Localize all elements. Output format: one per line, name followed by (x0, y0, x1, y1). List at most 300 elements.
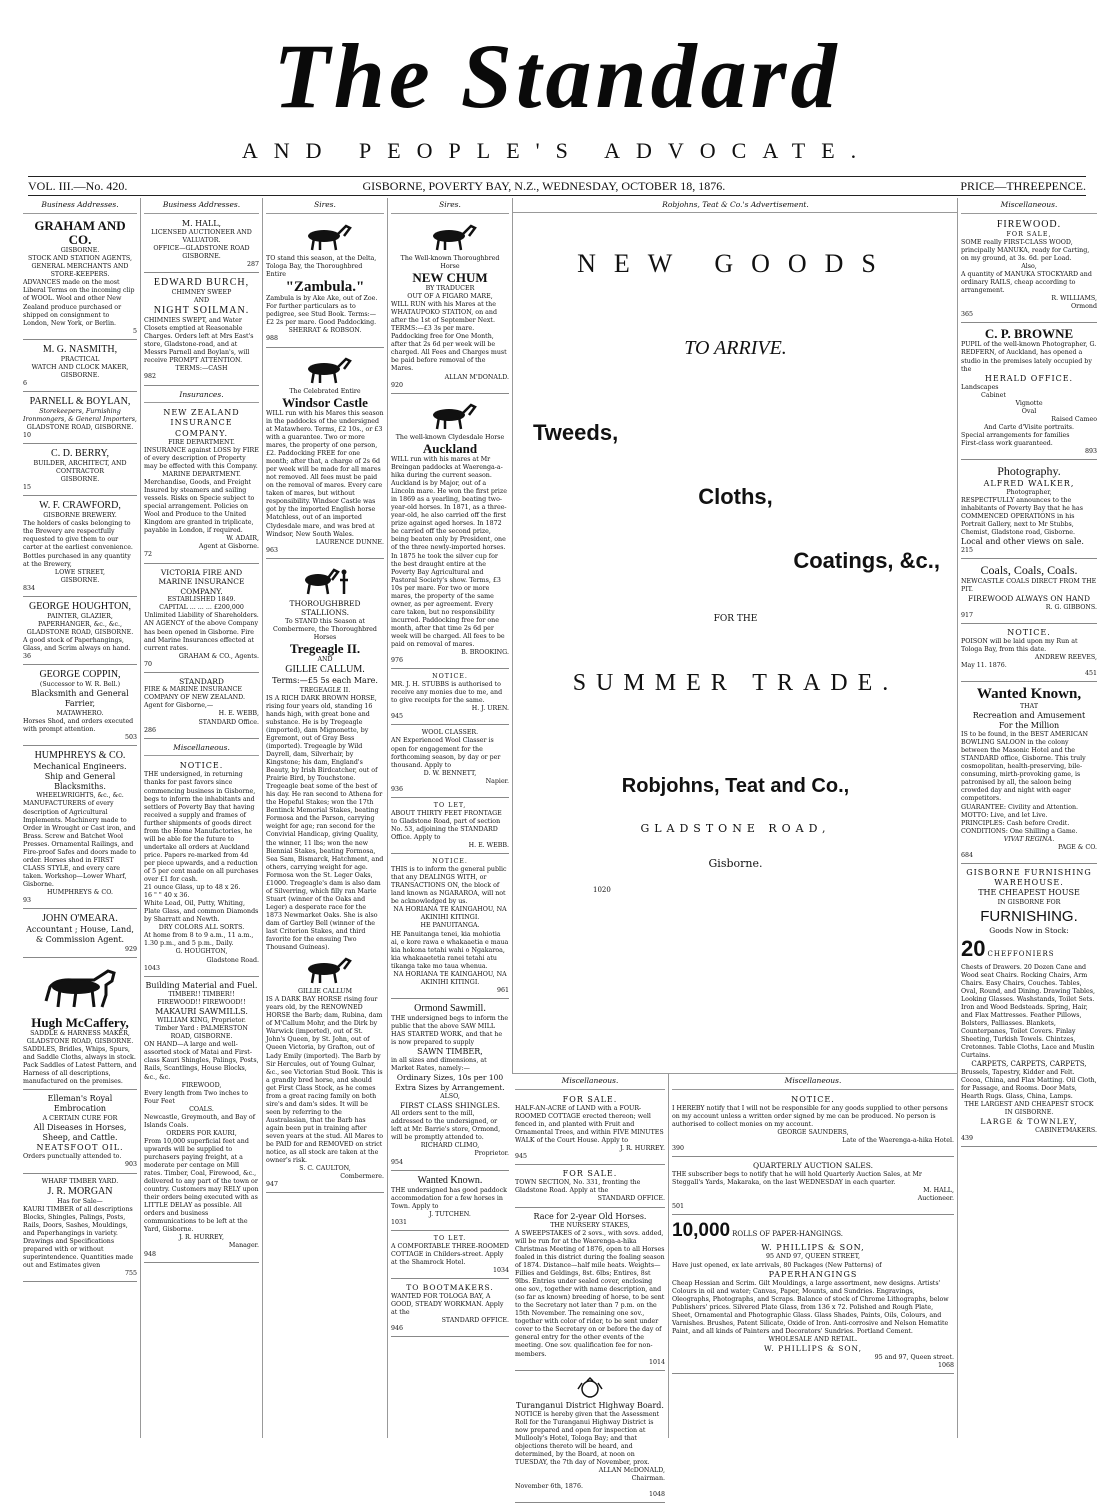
ad-line: OUT OF A FIGARO MARE, (407, 293, 493, 301)
ad-number: 684 (961, 851, 974, 859)
ad-ormond-sawmill (391, 1001, 509, 1171)
ad-big-number: 20 (961, 936, 986, 962)
ad-title: Elleman's Royal Embrocation (47, 1094, 113, 1114)
ad-line: A CERTAIN CURE FOR (42, 1114, 118, 1122)
ad-body: MR. J. H. STUBBS is authorised to receive any monies due to me, and to give receipts for the same. (391, 681, 503, 705)
ad-line: ESTABLISHED 1849. (167, 596, 236, 604)
ad-gibbons-coals (961, 561, 1097, 623)
ad-body: Merchandise, Goods, and Freight Insured by steamers and sailing vessels. Risks on Specie subject to special arrangement. Policies on Wool and Produce to the United Kingdom are granted in triplicate, payable in London, if required. (144, 479, 255, 535)
ad-title: FOR SALE. (562, 1169, 618, 1179)
ad-tweeds: Tweeds, (533, 420, 619, 445)
columns (20, 198, 1100, 1499)
ad-title: Building Material and Fuel. (145, 980, 258, 990)
ad-to-let-frontage (391, 800, 509, 854)
ad-body: All orders sent to the mill, addressed to the undersigned, or left at Mr. Barrie's store, Ormond, will be promptly attended to. (391, 1110, 501, 1142)
ad-body: A quantity of MANUKA STOCKYARD and ordinary RAILS, cheap according to arrangement. (961, 270, 1092, 294)
ad-signature: W. ADAIR, (226, 535, 259, 543)
ad-signature: HUMPHREYS & CO. (46, 888, 113, 896)
ad-signature: GRAHAM & CO., Agents. (178, 652, 259, 660)
ad-signature: J. R. HURREY. (619, 1145, 665, 1153)
ad-line: NEATSFOOT OIL. (36, 1143, 124, 1153)
ad-line: THE NURSERY STAKES, (550, 1221, 630, 1229)
ad-line: The Celebrated Entire (289, 387, 361, 395)
ad-line: FIREWOOD!! FIREWOOD!! (157, 998, 246, 1006)
ad-number: 72 (144, 551, 153, 559)
ad-wanted-known-paddock (391, 1173, 509, 1231)
ad-title: Wanted Known. (417, 1174, 483, 1186)
ad-line: May 11. 1876. (961, 661, 1007, 669)
ad-line: WATCH AND CLOCK MAKER, (31, 363, 129, 371)
ad-title: TO LET, (433, 801, 467, 809)
column-heading: Sires. (266, 198, 384, 214)
ad-line: GILLIE CALLUM (297, 988, 353, 996)
ad-body: POISON will be laid upon my Run at Tologa Bay, from this date. (961, 637, 1078, 653)
section-heading: Insurances. (144, 388, 259, 404)
ad-number: 1068 (937, 1361, 954, 1369)
ad-line: November 6th, 1876. (515, 1483, 583, 1491)
ad-line: FIRE DEPARTMENT. (168, 438, 235, 446)
ad-line: Goods Now in Stock: (989, 925, 1069, 935)
ad-signature: STANDARD Office. (198, 718, 259, 726)
ad-line: WILLIAM KING, Proprietor. (157, 1017, 246, 1025)
ad-bootmakers (391, 1281, 509, 1337)
ad-title: C. P. BROWNE (984, 326, 1074, 342)
ad-line: AND (193, 297, 210, 305)
ad-number: 1014 (648, 1358, 665, 1366)
ad-line: LICENSED AUCTIONEER AND VALUATOR. (151, 228, 252, 244)
ad-body: Zambula is by Ake Ake, out of Zoe. For further particulars as to pedigree, see Stud Book. Terms:—£2 2s per mare. Good Paddocking. (266, 295, 378, 327)
ad-new-chum (391, 217, 509, 394)
ad-line: MARINE DEPARTMENT. (162, 471, 241, 479)
ad-title: NOTICE. (179, 761, 224, 771)
ad-line: HERALD OFFICE. (984, 373, 1074, 383)
column-heading: Business Addresses. (144, 198, 259, 214)
ad-title: W. F. CRAWFORD, (39, 500, 121, 512)
ad-line: ORDERS FOR KAURI, (166, 1129, 237, 1137)
column-heading: Miscellaneous. (672, 1074, 954, 1090)
ad-signature: Napier. (485, 777, 509, 785)
ad-burch (144, 275, 259, 385)
ad-line: ALFRED WALKER, (983, 478, 1075, 488)
ad-line: GISBORNE. (60, 247, 100, 255)
ad-title: TO BOOTMAKERS. (406, 1283, 494, 1293)
ad-number: 215 (961, 547, 974, 555)
royal-crest-icon (575, 1377, 605, 1399)
ad-line: ALSO, (440, 1092, 460, 1100)
ad-line: MATAWHERO. (56, 709, 104, 717)
ad-body: NEWCASTLE COALS DIRECT FROM THE PIT. (961, 577, 1097, 593)
ad-line: Terms:—£5 5s each Mare. (272, 676, 378, 686)
ad-signature: Agent at Gisborne. (198, 543, 259, 551)
ad-for-sale-land (515, 1093, 665, 1166)
ad-line: (Successor to W. R. Bell.) (39, 681, 121, 689)
ad-title: M. HALL, (181, 218, 222, 228)
ad-number: 10 (23, 432, 32, 440)
ad-title: W. PHILLIPS & SON, (761, 1243, 865, 1253)
ad-line: VIVAT REGINA. (1003, 835, 1055, 843)
ad-body: Have just opened, ex late arrivals, 80 Packages (New Patterns) of (672, 1261, 882, 1269)
ad-body: Newcastle, Greymouth, and Bay of Islands Coals. (144, 1113, 256, 1129)
ad-line: FIREWOOD, (181, 1081, 222, 1089)
ad-number: 917 (961, 611, 974, 619)
ad-line: GLADSTONE ROAD, GISBORNE. (26, 628, 134, 636)
ad-title: NOTICE. (1007, 627, 1051, 637)
ad-body: TOWN SECTION, No. 331, fronting the Gladstone Road. Apply at the (515, 1179, 641, 1195)
ad-line: COALS. (189, 1105, 214, 1113)
ad-windsor-castle (266, 350, 384, 559)
ad-number: 963 (266, 546, 279, 554)
ad-signature: H. E. WEBB, (218, 710, 259, 718)
ad-line: MAKAURI SAWMILLS. (155, 1006, 248, 1016)
ad-line: CAPITAL ... ... ... £200,000 (159, 604, 244, 612)
ad-signature: GEORGE SAUNDERS, (777, 1128, 849, 1136)
ad-line: Mechanical Engineers. (33, 761, 127, 771)
ad-line: GLADSTONE ROAD, GISBORNE. (26, 1037, 134, 1045)
ad-body: AN Experienced Wool Classer is open for engagement for the forthcoming season, by day or per thousand. Apply to (391, 737, 501, 769)
ad-number: 988 (266, 335, 279, 343)
ad-title: Race for 2-year Old Horses. (533, 1211, 647, 1221)
ad-title: GEORGE COPPIN, (39, 669, 121, 681)
ad-number: 286 (144, 726, 157, 734)
ad-line: Landscapes (961, 383, 999, 391)
ad-body: I HEREBY notify that I will not be responsible for any goods supplied to other persons on my account unless a written order signed by me can be produced. No person is authorised to collect monies on my account. (672, 1104, 948, 1128)
ad-line: Ordinary Sizes, 10s per 100 (396, 1073, 504, 1083)
ad-road: GLADSTONE ROAD, (640, 822, 831, 835)
ad-signature: NA HORIANA TE KAINGAHOU, NA AKINIHI KITINGI. (393, 906, 507, 922)
ad-place: Gisborne. (708, 857, 763, 870)
ad-line: 95 AND 97, QUEEN STREET, (765, 1253, 861, 1261)
ad-title: NOTICE. (791, 1094, 835, 1104)
column-misc-1 (512, 1073, 668, 1499)
ad-title: Hugh McCaffery, (31, 1014, 129, 1030)
ad-number: 36 (23, 652, 32, 660)
ad-body: CHIMNIES SWEPT, and Water Closets emptied at Reasonable Charges. Orders left at Mrs East's store, Gladstone-road, and at Messrs Parnell and Boylan's, will receive PROMPT ATTENTION. (144, 317, 254, 365)
ad-number: 439 (961, 1134, 974, 1142)
ad-line: STOCK AND STATION AGENTS, (27, 255, 132, 263)
ad-title: NOTICE. (432, 673, 468, 681)
dateline (28, 176, 1086, 196)
horse-illustration (294, 222, 356, 252)
ad-title: Wanted Known, (976, 686, 1082, 703)
column-business-1 (20, 198, 140, 1438)
horse-illustration (419, 401, 481, 431)
ad-line: THE CHEAPEST HOUSE (978, 888, 1080, 898)
ad-title: QUARTERLY AUCTION SALES. (753, 1161, 873, 1171)
ad-signature: W. PHILLIPS & SON, (763, 1344, 863, 1354)
ad-quarterly-auction (672, 1159, 954, 1215)
ad-title: NEW ZEALAND INSURANCE COMPANY. (163, 408, 240, 438)
ad-body: Brussels, Tapestry, Kidder and Felt. Cocoa, China, and Flax Matting. Oil Cloth, for Passage, and Rooms. Door Mats, Hearth Rugs. Glass, China, Lamps. (961, 1069, 1097, 1101)
ad-signature: Manager. (228, 1242, 259, 1250)
ad-new-goods: NEW GOODS (577, 249, 894, 278)
ad-crawford (23, 498, 137, 596)
ad-title: GISBORNE FURNISHING WAREHOUSE. (966, 867, 1092, 888)
ad-hall (144, 217, 259, 273)
ad-line: All Diseases in Horses, Sheep, and Cattle. (33, 1122, 127, 1142)
ad-body: Every length from Two inches to Four Feet (144, 1089, 249, 1105)
ad-number: 945 (515, 1153, 528, 1161)
ad-body: NOTICE is hereby given that the Assessment Roll for the Turanganui Highway District is now prepared and open for inspection at Mullooly's Hotel, Tologa Bay; and that objections thereto will be heard, and determined, by the Board, at noon on TUESDAY, the 7th day of November, prox. (515, 1410, 660, 1467)
ad-signature: B. BROOKING. (461, 649, 509, 657)
ad-number: 755 (124, 1270, 137, 1277)
ad-line: GLADSTONE ROAD, GISBORNE. (26, 423, 134, 431)
ad-signature: Chairman. (631, 1475, 665, 1483)
ad-line: Storekeepers, Furnishing Ironmongers, & General Importers, (23, 407, 137, 423)
ad-title: VICTORIA FIRE AND MARINE INSURANCE COMPANY. (158, 567, 245, 596)
ad-walker-photography (961, 462, 1097, 559)
ad-line: BUILDER, ARCHITECT, AND CONTRACTOR (33, 460, 127, 476)
ad-line: CARPETS, CARPETS, CARPETS, (971, 1060, 1087, 1069)
column-business-2 (140, 198, 262, 1438)
ad-line: TIMBER!! TIMBER!! (168, 990, 235, 998)
ad-signature: LARGE & TOWNLEY, (980, 1117, 1078, 1127)
ad-line: Unlimited Liability of Shareholders. (144, 612, 259, 620)
horse-illustration (294, 355, 356, 385)
ad-number: 503 (124, 733, 137, 741)
ad-big-number: 10,000 (672, 1219, 731, 1241)
ad-phillips (672, 1217, 954, 1374)
ad-title: GILLIE CALLUM. (285, 664, 365, 676)
column-misc-2 (668, 1073, 957, 1438)
masthead (0, 0, 1114, 193)
ad-victoria-insurance (144, 566, 259, 673)
ad-number: 451 (1084, 670, 1097, 678)
ad-line: LOWE STREET, (54, 568, 106, 576)
ad-signature: S. C. CAULTON, (299, 1165, 351, 1173)
ad-signature: H. E. WEBB. (468, 842, 509, 850)
ad-body: WILL run with his mares at Mr Breingan paddocks at Waerenga-a-hika during the current season. Auckland is by Major, out of a Lincoln mare. He won the first prize in 1869 as a yearling, beating two-year-old horses. In 1871, as a three-year-old, he also carried off the first prize against aged horses. In 1872 he carried off the second prize, being beaten only by President, one of the three newly-imported horses. In 1875 he took the silver cup for the best draught entire at the Poverty Bay Agricultural and Pastoral Society's show. Terms, £3 10s per mare. For two or more mares, the property of the same owner, as per agreement. Every care taken, but no responsibility incurred. Paddocking free for one month, after that time 2s 6d per week will be charged. All fees to be paid on removal of mares. (391, 455, 507, 649)
ad-body: From 10,000 superficial feet and upwards will be supplied to purchasers paying freight, at a moderate per centage on Mill rates. Timber, Coal, Firewood, &c., delivered to any part of the town or country. Customers may RELY upon their orders being executed with as LITTLE DELAY as possible. All orders and business communications to be left at the Yard, Gisborne. (144, 1137, 259, 1234)
ad-body: KAURI TIMBER of all descriptions Blocks, Shingles, Palings, Posts, Rails, Doors, Sashes, Mouldings, and Paperhangings in variety. Drawings and Specifications prepared with or without superintendence. Quantities made out and Estimates given (23, 1205, 134, 1269)
ad-signature: H. J. UREN. (471, 705, 509, 713)
ad-for-the: FOR THE (713, 614, 758, 624)
ad-line: WHARF TIMBER YARD. (41, 1177, 119, 1185)
ad-signature: M. HALL, (923, 1186, 954, 1194)
ad-body: A good stock of Paperhangings, Glass, and Scrim always on hand. (23, 636, 131, 652)
ad-signature: R. G. GIBBONS. (1045, 603, 1097, 611)
ad-line: The Well-known Thoroughbred Horse (400, 254, 500, 270)
ad-body: TO stand this season, at the Delta, Tologa Bay, the Thoroughbred Entire (266, 254, 377, 278)
horse-illustration (32, 965, 128, 1013)
ad-body: Orders punctually attended to. (23, 1153, 122, 1161)
ad-auckland (391, 396, 509, 670)
ad-line: Extra Sizes by Arrangement. (395, 1083, 505, 1092)
ad-number: 1048 (648, 1491, 665, 1499)
ad-line: TREGEAGLE II. (299, 686, 351, 694)
ad-to-arrive: TO ARRIVE. (684, 337, 787, 359)
ad-houghton-notice (144, 759, 259, 976)
ad-signature: RICHARD CLIMO, (420, 1142, 480, 1150)
ad-notice-reeves (961, 626, 1097, 682)
ad-nursery-stakes (515, 1210, 665, 1371)
ad-line: Agent for Gisborne,— (144, 702, 214, 710)
ad-body: A SWEEPSTAKES of 2 sovs., with sovs. added, will be run for at the Waerenga-a-hika Christmas Meeting of 1876, open to all Horses foaled in this district during the foaling season of 1874. Distance—half mile heats. Weights—Fillies and Geldings, 8st. 6lbs; Entires, 8st 9lbs. Entries under sealed cover, enclosing one sov., together with name description, and (so far as known) breeding of horse, to be sent to the Secretary not later than 7 p.m. on the 15th November. The remaining one sov., together with color of rider, to be sent under cover to the Secretary on or before the day of general entry for the other events of the meeting. One sov. qualification fee for non-members. (515, 1229, 665, 1358)
ad-number: 1034 (492, 1266, 509, 1274)
ad-number: 1031 (391, 1218, 408, 1226)
ad-signature: J. R. HURREY, (178, 1234, 224, 1242)
ad-elleman (23, 1092, 137, 1173)
horse-and-groom-illustration (294, 566, 356, 596)
ad-line: GENERAL MERCHANTS AND STORE-KEEPERS. (31, 263, 129, 279)
ad-line: WHOLESALE AND RETAIL. (768, 1336, 858, 1344)
column-sires-2 (387, 198, 512, 1438)
ad-number: 365 (961, 311, 974, 319)
ad-title: "Zambula." (285, 278, 365, 295)
ad-body: White Lead, Oil, Putty, Whiting, Plate Glass, and common Diamonds by Sharratt and Newth. (144, 900, 259, 924)
ad-notice-uren (391, 671, 509, 725)
ad-body: WANTED FOR TOLOGA BAY, A GOOD, STEADY WORKMAN. Apply at the (391, 1292, 504, 1316)
ad-number: 929 (124, 945, 137, 953)
ad-signature: Ormond (1070, 303, 1097, 311)
ad-line: CHEFFONIERS (987, 950, 1055, 959)
newspaper-title: The Standard (273, 25, 841, 127)
ad-body: IS A RICH DARK BROWN HORSE, rising four years old, standing 16 hands high, with great bone and substance. He is by Tregeagle (imported), dam Mignonette, by Egremont, out of Gray Bess (imported). Tregeagle by Wild Dayrell, dam, Silverhair, by Kingstone; his dam, England's Beauty, by Irish Birdcatcher, out of Prairie Bird, by Touchstone. Tregeagle beat some of the best of his day. He ran second to Athena for the Hopeful Stakes; won the 17th Bentinck Memorial Stakes, beating Formosa and the Parson, carrying weight for age; ran second for the Convivial Handicap, giving Quality, the winner, 11 lbs; won the new Biennial Stakes, beating Formosa, Sea Sam, Bismarck, Hatchment, and others, carrying weight for age. Formosa won the St. Leger Oaks, £1000. Tregeagle's dam is also dam of Silverring, which filly ran Marie Stuart (winner of the Oaks and Leger) a desperate race for the 1873 Newmarket Oaks. She is also dam of Gartley Bell (winner of the last Criterion Stakes, and third favorite for the ensuing Two Thousand Guineas). (266, 694, 384, 952)
ad-line: First-class work guaranteed. (961, 440, 1053, 448)
ad-body: PUPIL of the well-known Photographer, G. REDFERN, of Auckland, has opened a studio in the premises lately occupied by the (961, 341, 1097, 373)
ad-firewood-williams (961, 217, 1097, 324)
ad-signature: NA HORIANA TE KAINGAHOU, NA AKINIHI KITINGI. (393, 970, 507, 986)
ad-body: ON HAND—A large and well-assorted stock of Matai and First-class Kauri Shingles, Palings, Posts, Rails, Scantlings, House Blocks, &c., &c. (144, 1041, 259, 1081)
ad-signature: J. TUTCHEN. (429, 1210, 471, 1218)
ad-title: JOHN O'MEARA. (42, 913, 118, 925)
ad-body: Cheap Hessian and Scrim. Gilt Mouldings, a large assortment, new designs. Artists' Colours in oil and water; Canvas, Paper, Mounts, and Sundries. Engravings, Oleographs, Photographs, and Scraps. Balance of stock of Chrome Lithographs, below Publishers' prices. Silvered Plate Glass, from 136 x 72. Polished and Rough Plate, Sheet, Ornamental and Photographic Glass. Glass Shades, Paints, Oils, Colours, and Varnishes. Brushes, Patent Silicate, Oxide of Iron. Anti-corrosive and Nelson Hematite Paint, and all kinds of Painters and Decorators' Sundries. Portland Cement. (672, 1279, 949, 1336)
ad-makauri (144, 979, 259, 1263)
ad-signature: ANDREW REEVES, (1034, 653, 1097, 661)
ad-standard-insurance (144, 675, 259, 739)
ad-title: WOOL CLASSER. (421, 729, 479, 737)
ad-number: 834 (23, 584, 36, 592)
ad-line: Cabinet (981, 391, 1006, 399)
ad-title: Auckland (422, 440, 478, 456)
ad-body: MANUFACTURERS of every description of Agricultural Implements. Machinery made to Order in Wrought or Cast iron, and Brass. Screw and Batchet Wool Presses. Ornamental Railings, and Fire-proof Safes and doors made to order. Horses shod in FIRST CLASS STYLE, and every care taken. Workshop—Lower Wharf, Gisborne. (23, 800, 137, 888)
ad-body: THE undersigned, in returning thanks for past favors since commencing business in Gisborne, begs to inform the inhabitants and settlers of Poverty Bay that having received a supply and frames of further shipments of goods direct from the Home Manufactories, he will be able for the future to undertake all orders at Auckland price. Papers re-marked from 4d per piece upwards, and a reduction of 5 per cent made on all purchases over £1 for cash. (144, 771, 259, 884)
ad-signature: PAGE & CO. (1057, 843, 1097, 851)
ad-signature: STANDARD OFFICE. (597, 1195, 665, 1203)
ad-number: 945 (391, 713, 404, 721)
ad-omeara (23, 911, 137, 958)
ad-line: MOTTO: Live, and let Live. (961, 811, 1048, 819)
ad-houghton (23, 599, 137, 665)
ad-line: GISBORNE. (60, 476, 100, 484)
ad-title: C. D. BERRY, (51, 448, 109, 460)
ad-line: Photographer, (1006, 488, 1052, 496)
ad-signature: SHERRAT & ROBSON. (288, 327, 362, 335)
ad-line: TERMS:—CASH (175, 365, 228, 373)
ad-line: Accountant ; House, Land, & Commission Agent. (26, 925, 134, 945)
ad-line: PRINCIPLES: Cash before Credit. (961, 819, 1070, 827)
ad-coatings: Coatings, &c., (793, 548, 940, 573)
ad-number: 936 (391, 785, 404, 793)
ad-line: NIGHT SOILMAN. (153, 305, 250, 317)
ad-line: GUARANTEE: Civility and Attention. (961, 803, 1079, 811)
ad-title: STANDARD (179, 676, 224, 686)
ad-title: HUMPHREYS & CO. (34, 749, 126, 761)
ad-body: THE subscriber begs to notify that he will hold Quarterly Auction Sales, at Mr Steggall's Yards, Makaraka, on the last WEDNESDAY in each quarter. (672, 1170, 922, 1186)
ad-number: 976 (391, 657, 404, 665)
ad-body: ABOUT THIRTY FEET FRONTAGE to Gladstone Road, part of section No. 53, adjoining the STANDARD Office. Apply to (391, 809, 502, 841)
ad-signature: Gladstone Road. (206, 956, 259, 964)
ad-body: HALF-AN-ACRE of LAND with a FOUR-ROOMED COTTAGE erected thereon; well fenced in, and planted with Fruit and Ornamental Trees, and within FIVE MINUTES WALK of the Court House. Apply to (515, 1104, 664, 1145)
ad-body: THE undersigned begs to inform the public that the above SAW MILL HAS STARTED WORK, and that he is now prepared to supply (391, 1014, 509, 1047)
ad-line: 21 ounce Glass, up to 48 x 26. (144, 884, 241, 892)
ad-berry (23, 446, 137, 496)
horse-illustration (294, 955, 356, 985)
ad-line: FIREWOOD ALWAYS ON HAND (968, 593, 1090, 603)
ad-body: Horses Shod, and orders executed with prompt attention. (23, 717, 134, 733)
volume-number: VOL. III.—No. 420. (28, 178, 128, 193)
ad-title: EDWARD BURCH, (153, 277, 250, 289)
ad-body: Chests of Drawers. 20 Dozen Cane and Wood seat Chairs. Rocking Chairs, Arm Chairs. Easy Chairs, Couches. Tables, Oval, Round, and Dining. Drawing Tables, Looking Glasses. Washstands, Toilet Sets. Iron and Wood Bedsteads. Spring, Hair, and Flax Mattresses. Feather Pillows, Bolsters, Palliasses. Blankets, Counterpanes, Toilet Covers. Finlay Sheeting, Turkish Towels. Chintzes, Cretonnes. Table Cloths, Lace and Muslin Curtains. (961, 963, 1096, 1060)
ad-line: ROLLS OF PAPER-HANGINGS. (732, 1229, 843, 1238)
ad-line: WHEELWRIGHTS, &c., &c. (36, 792, 124, 800)
ad-line: For the Million (998, 720, 1060, 730)
ad-number: 961 (496, 986, 509, 994)
ad-line: CHIMNEY SWEEP (171, 289, 232, 297)
ad-line: Special arrangements for families (961, 432, 1070, 440)
ad-body: WILL RUN with his Mares at the WHATAUPOKO STATION, on and after the 1st of September Next. TERMS:—£3 3s per mare. Paddocking free for One Month, after that 2s 6d per week will be charged. All Fees and Charges must be paid before removal of the Mares. (391, 301, 507, 373)
ad-title: Tregeagle II. (289, 641, 361, 657)
ad-for-sale-section (515, 1167, 665, 1207)
ad-body: THE undersigned has good paddock accommodation for a few horses in Town. Apply to (391, 1186, 507, 1210)
ad-graham (23, 217, 137, 340)
ad-number: 946 (391, 1324, 404, 1332)
ad-line: THAT (1019, 702, 1039, 710)
ad-title: TO LET. (433, 1234, 467, 1242)
ad-title: Windsor Castle (282, 394, 368, 410)
ad-line: To STAND this Season at Combermere, the Thoroughbred Horses (273, 617, 377, 641)
ad-furnishing-warehouse (961, 866, 1097, 1147)
ad-number: 390 (672, 1145, 685, 1153)
price: PRICE—THREEPENCE. (960, 178, 1086, 193)
ad-summer-trade: SUMMER TRADE. (572, 670, 899, 696)
ad-title: Coals, Coals, Coals. (980, 563, 1078, 578)
ad-signature: G. HOUGHTON, (175, 948, 228, 956)
ad-title: GRAHAM AND CO. (34, 217, 126, 247)
ad-body: THIS is to inform the general public that any DEALINGS WITH, or TRANSACTIONS ON, the block of land known as NGARAROA, will not be acknowledged by us. (391, 866, 507, 906)
ad-signature: CABINETMAKERS. (1035, 1126, 1097, 1134)
newspaper-subtitle: AND PEOPLE'S ADVOCATE. (241, 138, 873, 163)
ad-title: GEORGE HOUGHTON, (28, 600, 132, 612)
ad-line: FOR SALE, (1006, 230, 1052, 238)
column-heading: Miscellaneous. (515, 1074, 665, 1090)
ad-line: OFFICE—GLADSTONE ROAD GISBORNE. (153, 244, 250, 260)
ad-company-name: Robjohns, Teat and Co., (621, 775, 850, 797)
ad-number: 1020 (593, 886, 611, 894)
column-heading: Miscellaneous. (961, 198, 1097, 214)
ad-browne (961, 325, 1097, 460)
ad-line: SAWN TIMBER, (417, 1047, 483, 1057)
ad-line: BY TRADUCER (425, 284, 475, 292)
ad-line: Also, (1021, 262, 1037, 270)
ad-nz-insurance (144, 406, 259, 563)
ad-title: PARNELL & BOYLAN, (29, 395, 131, 407)
ad-body: SADDLES, Bridles, Whips, Spurs, and Saddle Cloths, always in stock. Pack Saddles of Latest Pattern, and Harness of all descriptions, manufactured on the premises. (23, 1045, 137, 1086)
ad-line: Has for Sale— (57, 1197, 103, 1205)
ad-coppin (23, 667, 137, 746)
column-misc-3 (957, 198, 1100, 1438)
ad-turanganui-board (515, 1373, 665, 1503)
place-date: GISBORNE, POVERTY BAY, N.Z., WEDNESDAY, OCTOBER 18, 1876. (362, 178, 726, 193)
ad-number: 15 (23, 484, 32, 492)
ad-line: The well-known Clydesdale Horse (395, 433, 505, 441)
ad-signature: ALLAN M'DONALD. (444, 373, 509, 381)
ad-line: Raised Cameo (1051, 416, 1097, 424)
ad-line: CONDITIONS: One Shilling a Game. (961, 827, 1078, 835)
ad-number: 93 (23, 897, 32, 905)
column-sires-1 (262, 198, 387, 1438)
ad-line: Oval (1021, 407, 1037, 415)
ad-line: Blacksmith and General Farrier, (31, 689, 129, 709)
